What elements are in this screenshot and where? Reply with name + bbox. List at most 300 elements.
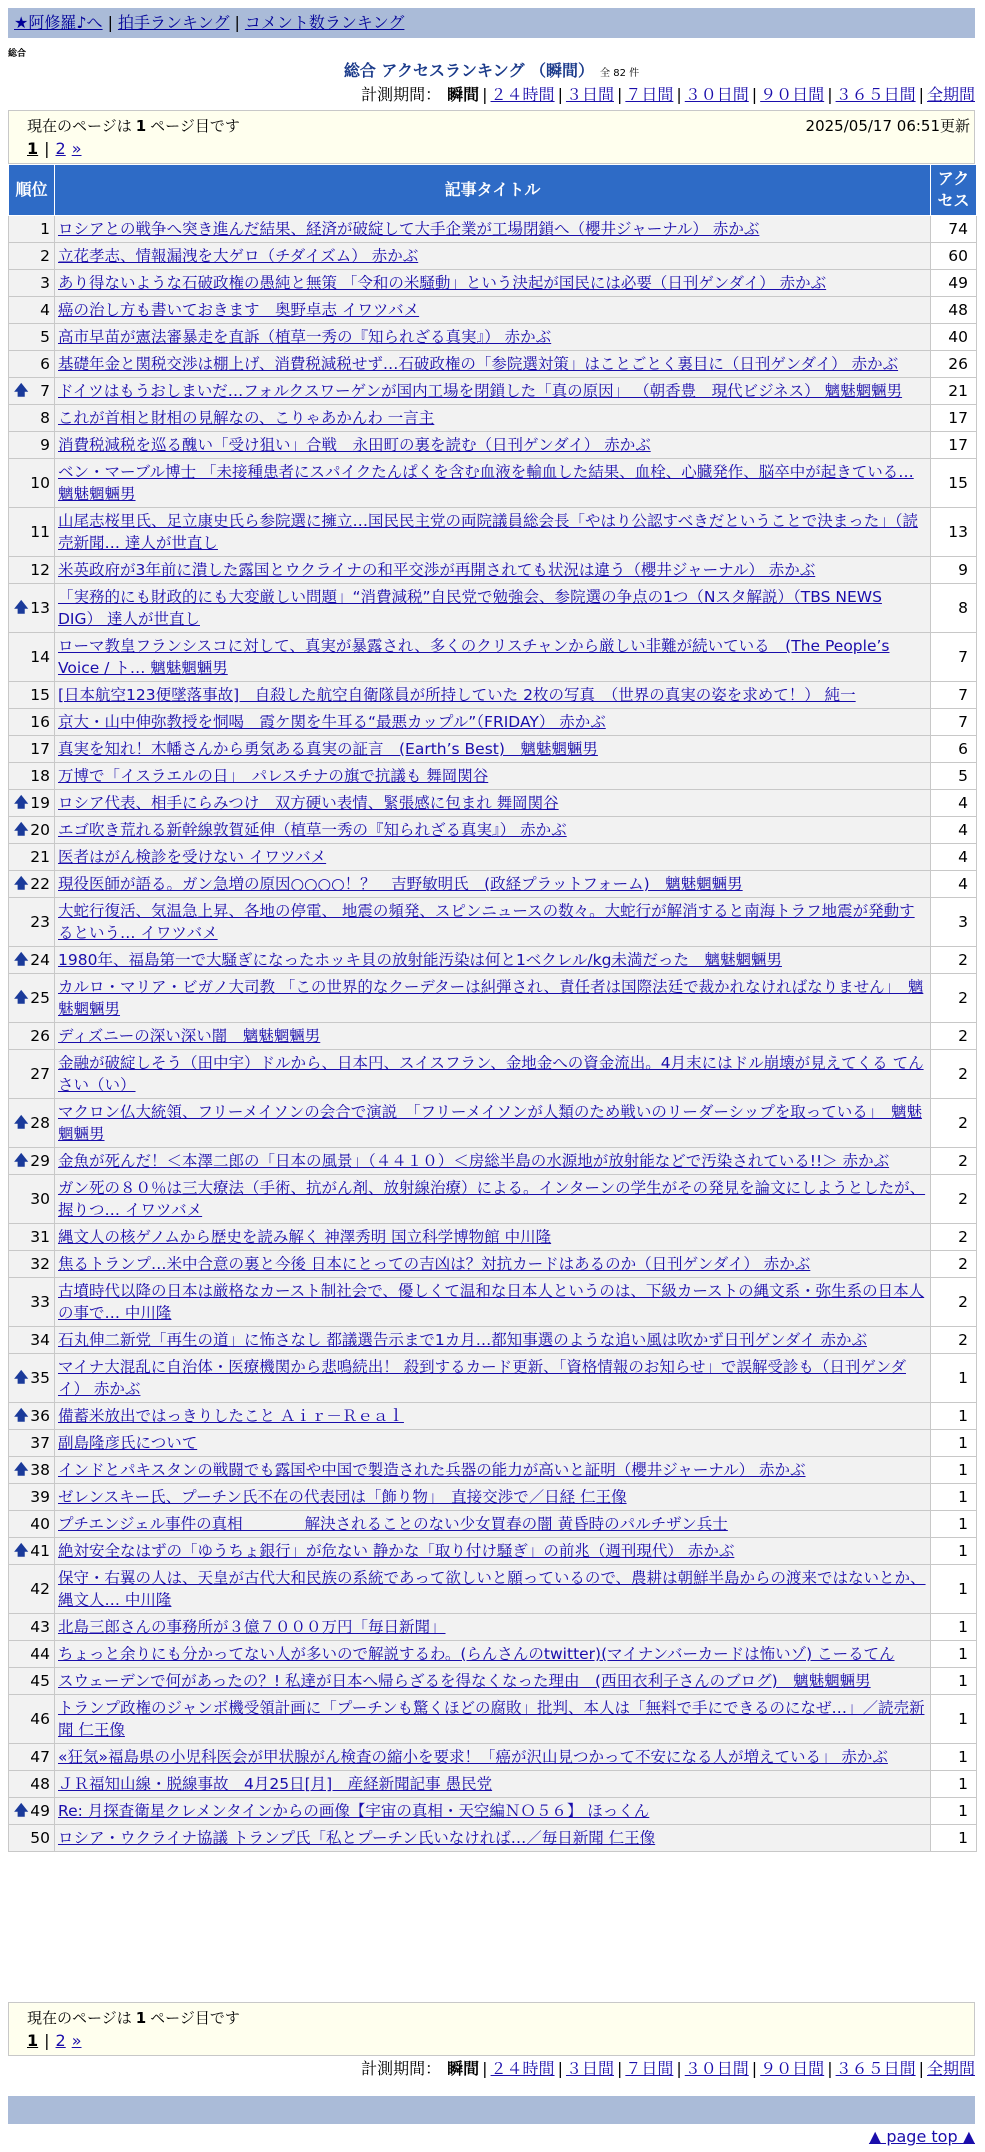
rank-number: 31	[30, 1228, 50, 1246]
rank-cell	[9, 1354, 55, 1403]
access-count: 5	[931, 763, 977, 790]
rank-cell	[9, 633, 55, 682]
access-count: 1	[931, 1538, 977, 1565]
access-count: 4	[931, 790, 977, 817]
rank-cell	[9, 1511, 55, 1538]
period-option-link[interactable]: ３０日間	[684, 85, 749, 104]
rank-number: 43	[30, 1618, 50, 1636]
rank-cell	[9, 1099, 55, 1148]
rank-number: 11	[30, 523, 50, 541]
table-row	[9, 1050, 977, 1099]
rank-cell	[9, 1641, 55, 1668]
table-row	[9, 844, 977, 871]
rank-number: 13	[30, 599, 50, 617]
article-title-link[interactable]: Re: 月探査衛星クレメンタインからの画像【宇宙の真相・天空編ＮＯ５６】 ほっくん	[58, 1802, 650, 1820]
access-count: 13	[931, 508, 977, 557]
rank-up-arrow-icon: 🡅	[14, 795, 29, 811]
period-option-link[interactable]: ９０日間	[760, 2059, 825, 2078]
pager-next-link[interactable]: »	[71, 2031, 82, 2050]
rank-number: 20	[30, 821, 50, 839]
rank-cell	[9, 1050, 55, 1099]
title-cell	[55, 1175, 931, 1224]
table-row	[9, 1538, 977, 1565]
article-title-link[interactable]: 高市早苗が憲法審暴走を直訴（植草一秀の『知られざる真実』） 赤かぶ	[58, 328, 552, 346]
article-title-link[interactable]: 金融が破綻しそう（田中宇）ドルから、日本円、スイスフラン、金地金への資金流出。4月末にはドル崩壊が見えてくる てんさい（い）	[58, 1054, 924, 1094]
rank-cell	[9, 324, 55, 351]
access-count: 2	[931, 1148, 977, 1175]
rank-number: 30	[30, 1190, 50, 1208]
article-title-link[interactable]: 石丸伸二新党「再生の道」に怖さなし 都議選告示まで1カ月…都知事選のような追い風は吹かず日刊ゲンダイ 赤かぶ	[58, 1331, 867, 1349]
ranking-table-body	[9, 216, 977, 1852]
article-title-link[interactable]: 米英政府が3年前に潰した露国とウクライナの和平交渉が再開されても状況は違う（櫻井ジャーナル） 赤かぶ	[58, 561, 816, 579]
title-cell	[55, 871, 931, 898]
period-option-link[interactable]: ２４時間	[490, 2059, 555, 2078]
title-cell	[55, 1354, 931, 1403]
article-title-link[interactable]: ガン死の８０％は三大療法（手術、抗がん剤、放射線治療）による。インターンの学生がその発見を論文にしようとしたが、握りつ… イワツバメ	[58, 1179, 926, 1219]
access-count: 1	[931, 1695, 977, 1744]
access-count: 2	[931, 1023, 977, 1050]
table-row	[9, 1354, 977, 1403]
table-row	[9, 584, 977, 633]
rank-cell	[9, 790, 55, 817]
access-count: 2	[931, 1224, 977, 1251]
article-title-link[interactable]: 消費税減税を巡る醜い「受け狙い」合戦 永田町の裏を読む（日刊ゲンダイ） 赤かぶ	[58, 436, 651, 454]
rank-up-arrow-icon: 🡅	[14, 383, 29, 399]
table-row	[9, 1175, 977, 1224]
rank-up-arrow-icon: 🡅	[14, 876, 29, 892]
article-title-link[interactable]: ちょっと余りにも分かってない人が多いので解説するわ。(らんさんのtwitter)(マイナンバーカードは怖いゾ) こーるてん	[58, 1645, 895, 1663]
title-cell	[55, 947, 931, 974]
title-cell	[55, 682, 931, 709]
table-row	[9, 1771, 977, 1798]
access-count: 4	[931, 844, 977, 871]
article-title-link[interactable]: 古墳時代以降の日本は厳格なカースト制社会で、優しくて温和な日本人というのは、下級カーストの縄文系・弥生系の日本人の事で… 中川隆	[58, 1282, 925, 1322]
title-cell	[55, 1023, 931, 1050]
title-cell	[55, 557, 931, 584]
separator: |	[482, 85, 488, 104]
rank-cell	[9, 270, 55, 297]
period-option-link[interactable]: ７日間	[625, 85, 674, 104]
article-title-link[interactable]: [日本航空123便墜落事故] 自殺した航空自衛隊員が所持していた 2枚の写真 （世界の真実の姿を求めて！） 純一	[58, 686, 856, 704]
access-count: 4	[931, 817, 977, 844]
table-row	[9, 1224, 977, 1251]
table-row	[9, 1278, 977, 1327]
title-cell	[55, 1457, 931, 1484]
article-title-link[interactable]: 備蓄米放出ではっきりしたこと Ａｉｒ－Ｒｅａｌ	[58, 1407, 404, 1425]
rank-cell	[9, 1403, 55, 1430]
rank-number: 2	[40, 247, 50, 265]
table-row	[9, 871, 977, 898]
article-title-link[interactable]: 大蛇行復活、気温急上昇、各地の停電、 地震の頻発、スピンニュースの数々。大蛇行が解消すると南海トラフ地震が発動するという… イワツバメ	[58, 902, 915, 942]
table-row	[9, 432, 977, 459]
access-count: 8	[931, 584, 977, 633]
top-nav-link-applause-ranking[interactable]: 拍手ランキング	[117, 13, 230, 32]
article-title-link[interactable]: これが首相と財相の見解なの、こりゃあかんわ 一言主	[58, 409, 435, 427]
rank-cell	[9, 243, 55, 270]
page-top-link[interactable]: ▲ page top ▲	[868, 2127, 975, 2146]
article-title-link[interactable]: トランプ政権のジャンボ機受領計画に「プーチンも驚くほどの腐敗」批判、本人は「無料で手にできるのになぜ…」／読売新聞 仁王像	[58, 1699, 925, 1739]
article-title-link[interactable]: ＪＲ福知山線・脱線事故 4月25日[月] 産経新聞記事 愚民党	[58, 1775, 493, 1793]
table-row	[9, 974, 977, 1023]
article-title-link[interactable]: 絶対安全なはずの「ゆうちょ銀行」が危ない 静かな「取り付け騒ぎ」の前兆（週刊現代） 赤かぶ	[58, 1542, 735, 1560]
rank-number: 18	[30, 767, 50, 785]
rank-cell	[9, 1744, 55, 1771]
rank-cell	[9, 1614, 55, 1641]
period-option-link[interactable]: 全期間	[926, 2059, 975, 2078]
title-cell	[55, 459, 931, 508]
article-title-link[interactable]: インドとパキスタンの戦闘でも露国や中国で製造された兵器の能力が高いと証明（櫻井ジャーナル） 赤かぶ	[58, 1461, 806, 1479]
rank-cell	[9, 709, 55, 736]
top-nav-link-comment-ranking[interactable]: コメント数ランキング	[244, 13, 405, 32]
title-cell	[55, 351, 931, 378]
access-count: 2	[931, 1175, 977, 1224]
access-count: 7	[931, 682, 977, 709]
article-title-link[interactable]: エゴ吹き荒れる新幹線敦賀延伸（植草一秀の『知られざる真実』） 赤かぶ	[58, 821, 567, 839]
rank-number: 36	[30, 1407, 50, 1425]
rank-up-arrow-icon: 🡅	[14, 1115, 29, 1131]
table-row	[9, 243, 977, 270]
period-option-link[interactable]: ３６５日間	[835, 2059, 916, 2078]
table-row	[9, 459, 977, 508]
article-title-link[interactable]: プチエンジェル事件の真相 解決されることのない少女買春の闇 黄昏時のパルチザン兵士	[58, 1515, 728, 1533]
separator: |	[44, 139, 50, 158]
access-count: 4	[931, 871, 977, 898]
current-page-text: 現在のページは 1 ページ目です	[27, 117, 240, 135]
access-count: 6	[931, 736, 977, 763]
article-title-link[interactable]: ローマ教皇フランシスコに対して、真実が暴露され、多くのクリスチャンから厳しい非難が続いている (The People’s Voice / ト… 魑魅魍魎男	[58, 637, 890, 677]
rank-cell	[9, 1148, 55, 1175]
top-nav-bar	[8, 8, 975, 38]
table-row	[9, 508, 977, 557]
rank-number: 37	[30, 1434, 50, 1452]
title-cell	[55, 1099, 931, 1148]
rank-number: 32	[30, 1255, 50, 1273]
period-option-link[interactable]: ７日間	[625, 2059, 674, 2078]
rank-number: 35	[30, 1369, 50, 1387]
article-title-link[interactable]: ディズニーの深い深い闇 魑魅魍魎男	[58, 1027, 321, 1045]
title-cell	[55, 405, 931, 432]
period-option-link[interactable]: ９０日間	[760, 85, 825, 104]
pager-current-page: 1	[27, 2031, 39, 2050]
title-cell	[55, 270, 931, 297]
table-row	[9, 270, 977, 297]
rank-number: 25	[30, 989, 50, 1007]
rank-cell	[9, 1484, 55, 1511]
table-row	[9, 682, 977, 709]
separator: |	[107, 13, 113, 32]
table-row	[9, 763, 977, 790]
article-title-link[interactable]: 京大・山中伸弥教授を恫喝 霞ケ関を牛耳る“最悪カップル”（FRIDAY） 赤かぶ	[58, 713, 606, 731]
article-title-link[interactable]: 真実を知れ！木幡さんから勇気ある真実の証言 (Earth’s Best) 魑魅魍魎男	[58, 740, 598, 758]
rank-cell	[9, 1798, 55, 1825]
article-title-link[interactable]: 癌の治し方も書いておきます 奥野卓志 イワツバメ	[58, 301, 420, 319]
ranking-table	[8, 164, 977, 1852]
rank-number: 28	[30, 1114, 50, 1132]
rank-cell	[9, 1224, 55, 1251]
rank-cell	[9, 817, 55, 844]
article-title-link[interactable]: スウェーデンで何があったの？! 私達が日本へ帰らざるを得なくなった理由 (西田衣利子さんのブログ) 魑魅魍魎男	[58, 1672, 871, 1690]
title-cell	[55, 508, 931, 557]
title-cell	[55, 1224, 931, 1251]
article-title-link[interactable]: 縄文人の核ゲノムから歴史を読み解く 神澤秀明 国立科学博物館 中川隆	[58, 1228, 552, 1246]
separator: |	[918, 85, 924, 104]
article-title-link[interactable]: 焦るトランプ…米中合意の裏と今後 日本にとっての吉凶は？対抗カードはあるのか（日刊ゲンダイ） 赤かぶ	[58, 1255, 811, 1273]
article-title-link[interactable]: ロシア・ウクライナ協議 トランプ氏「私とプーチン氏いなければ…／毎日新聞 仁王像	[58, 1829, 656, 1847]
access-count: 1	[931, 1798, 977, 1825]
rank-cell	[9, 584, 55, 633]
table-row	[9, 1744, 977, 1771]
table-row	[9, 790, 977, 817]
access-count: 7	[931, 709, 977, 736]
period-option-link[interactable]: ３日間	[565, 85, 614, 104]
title-cell	[55, 1251, 931, 1278]
rank-up-arrow-icon: 🡅	[14, 952, 29, 968]
rank-number: 47	[30, 1748, 50, 1766]
access-count: 1	[931, 1430, 977, 1457]
article-title-link[interactable]: ドイツはもうおしまいだ…フォルクスワーゲンが国内工場を閉鎖した「真の原因」 （朝香豊 現代ビジネス） 魑魅魍魎男	[58, 382, 903, 400]
rank-number: 38	[30, 1461, 50, 1479]
table-row	[9, 378, 977, 405]
title-cell	[55, 1771, 931, 1798]
title-cell	[55, 1511, 931, 1538]
access-count: 17	[931, 405, 977, 432]
period-label: 計測期間：	[361, 85, 442, 104]
table-row	[9, 1825, 977, 1852]
article-title-link[interactable]: 1980年、福島第一で大騒ぎになったホッキ貝の放射能汚染は何と1ベクレル/kg未満だった 魑魅魍魎男	[58, 951, 782, 969]
access-count: 1	[931, 1614, 977, 1641]
article-title-link[interactable]: カルロ・マリア・ビガノ大司教 「この世界的なクーデターは糾弾され、責任者は国際法廷で裁かれなければなりません」 魑魅魍魎男	[58, 978, 924, 1018]
pagination-box-bottom	[8, 2002, 975, 2056]
title-cell	[55, 1278, 931, 1327]
period-option-current: 瞬間	[447, 85, 480, 104]
article-title-link[interactable]: 北島三郎さんの事務所が３億７０００万円「毎日新聞」	[58, 1618, 446, 1636]
access-count: 2	[931, 974, 977, 1023]
total-count: 全 82 件	[600, 68, 640, 79]
title-cell	[55, 1538, 931, 1565]
title-cell	[55, 297, 931, 324]
title-cell	[55, 432, 931, 459]
access-count: 40	[931, 324, 977, 351]
title-cell	[55, 763, 931, 790]
rank-up-arrow-icon: 🡅	[14, 600, 29, 616]
rank-number: 48	[30, 1775, 50, 1793]
rank-cell	[9, 216, 55, 243]
updated-timestamp: 2025/05/17 06:51更新	[805, 117, 970, 135]
rank-cell	[9, 974, 55, 1023]
rank-cell	[9, 736, 55, 763]
separator: |	[827, 2059, 833, 2078]
period-option-link[interactable]: ３０日間	[684, 2059, 749, 2078]
rank-up-arrow-icon: 🡅	[14, 1370, 29, 1386]
title-cell	[55, 1614, 931, 1641]
rank-number: 42	[30, 1580, 50, 1598]
separator: |	[616, 85, 623, 104]
table-row	[9, 1327, 977, 1354]
table-row	[9, 351, 977, 378]
access-count: 1	[931, 1825, 977, 1852]
separator: |	[616, 2059, 623, 2078]
rank-number: 50	[30, 1829, 50, 1847]
period-selector-bottom	[361, 2058, 975, 2080]
access-count: 17	[931, 432, 977, 459]
rank-number: 44	[30, 1645, 50, 1663]
rank-up-arrow-icon: 🡅	[14, 1803, 29, 1819]
article-title-link[interactable]: 医者はがん検診を受けない イワツバメ	[58, 848, 327, 866]
period-option-link[interactable]: 全期間	[926, 85, 975, 104]
title-cell	[55, 1484, 931, 1511]
rank-cell	[9, 459, 55, 508]
article-title-link[interactable]: 金魚が死んだ！＜本澤二郎の「日本の風景」（４４１０）＜房総半島の水源地が放射能などで汚染されている!!＞ 赤かぶ	[58, 1152, 890, 1170]
rank-up-arrow-icon: 🡅	[14, 1408, 29, 1424]
access-count: 7	[931, 633, 977, 682]
rank-number: 29	[30, 1152, 50, 1170]
separator: |	[751, 2059, 758, 2078]
access-count: 1	[931, 1668, 977, 1695]
rank-number: 45	[30, 1672, 50, 1690]
article-title-link[interactable]: 「実務的にも財政的にも大変厳しい問題」“消費減税”自民党で勉強会、参院選の争点の1つ（Nスタ解説）（TBS NEWS DIG） 達人が世直し	[58, 588, 882, 628]
title-cell	[55, 324, 931, 351]
title-cell	[55, 1668, 931, 1695]
period-option-link[interactable]: ２４時間	[490, 85, 555, 104]
rank-number: 4	[40, 301, 50, 319]
article-title-link[interactable]: 立花孝志、情報漏洩を大ゲロ（チダイズム） 赤かぶ	[58, 247, 419, 265]
rank-number: 41	[30, 1542, 50, 1560]
table-row	[9, 1614, 977, 1641]
access-count: 60	[931, 243, 977, 270]
table-row	[9, 1641, 977, 1668]
top-nav-link-home[interactable]: ★阿修羅♪へ	[14, 13, 103, 32]
pagination-box-top	[8, 110, 975, 164]
title-cell	[55, 898, 931, 947]
table-row	[9, 557, 977, 584]
article-title-link[interactable]: ゼレンスキー氏、プーチン氏不在の代表団は「飾り物」 直接交渉で／日経 仁王像	[58, 1488, 627, 1506]
title-cell	[55, 709, 931, 736]
article-title-link[interactable]: マクロン仏大統領、フリーメイソンの会合で演説 「フリーメイソンが人類のため戦いのリーダーシップを取っている」 魑魅魍魎男	[58, 1103, 922, 1143]
period-option-link[interactable]: ３６５日間	[835, 85, 916, 104]
article-title-link[interactable]: あり得ないような石破政権の愚純と無策 「令和の米騒動」という決起が国民には必要（日刊ゲンダイ） 赤かぶ	[58, 274, 827, 292]
title-cell	[55, 1565, 931, 1614]
separator: |	[827, 85, 833, 104]
table-row	[9, 736, 977, 763]
table-header-row	[9, 165, 977, 216]
access-count: 3	[931, 898, 977, 947]
pager-next-link[interactable]: »	[71, 139, 82, 158]
rank-number: 17	[30, 740, 50, 758]
rank-cell	[9, 508, 55, 557]
header-count: アクセス	[931, 165, 977, 216]
period-option-link[interactable]: ３日間	[565, 2059, 614, 2078]
rank-cell	[9, 1825, 55, 1852]
rank-number: 7	[40, 382, 50, 400]
table-row	[9, 1403, 977, 1430]
article-title-link[interactable]: 基礎年金と関税交渉は棚上げ、消費税減税せず…石破政権の「参院選対策」はことごとく裏目に（日刊ゲンダイ） 赤かぶ	[58, 355, 899, 373]
access-count: 1	[931, 1354, 977, 1403]
title-cell	[55, 790, 931, 817]
separator: |	[44, 2031, 50, 2050]
page-title	[8, 60, 975, 85]
article-title-link[interactable]: 保守・右翼の人は、天皇が古代大和民族の系統であって欲しいと願っているので、農耕は朝鮮半島からの渡来ではないとか、縄文人… 中川隆	[58, 1569, 926, 1609]
rank-cell	[9, 1457, 55, 1484]
table-row	[9, 709, 977, 736]
article-title-link[interactable]: ロシア代表、相手にらみつけ 双方硬い表情、緊張感に包まれ 舞岡関谷	[58, 794, 559, 812]
pager	[27, 2031, 88, 2050]
title-cell	[55, 1744, 931, 1771]
access-count: 2	[931, 947, 977, 974]
rank-number: 6	[40, 355, 50, 373]
period-selector-top	[361, 84, 975, 106]
title-cell	[55, 1050, 931, 1099]
separator: |	[918, 2059, 924, 2078]
article-title-link[interactable]: ベン・マーブル博士 「未接種患者にスパイクたんぱくを含む血液を輸血した結果、血栓、心臓発作、脳卒中が起きている… 魑魅魍魎男	[58, 463, 914, 503]
table-row	[9, 898, 977, 947]
separator: |	[751, 85, 758, 104]
table-row	[9, 297, 977, 324]
table-row	[9, 1565, 977, 1614]
pager-page-link[interactable]: 2	[55, 2031, 66, 2050]
title-cell	[55, 584, 931, 633]
rank-cell	[9, 1023, 55, 1050]
article-title-link[interactable]: 副島隆彦氏について	[58, 1434, 198, 1452]
access-count: 9	[931, 557, 977, 584]
rank-cell	[9, 947, 55, 974]
article-title-link[interactable]: マイナ大混乱に自治体・医療機関から悲鳴続出！ 殺到するカード更新、「資格情報のお知らせ」で誤解受診も（日刊ゲンダイ） 赤かぶ	[58, 1358, 906, 1398]
rank-number: 5	[40, 328, 50, 346]
separator: |	[676, 2059, 682, 2078]
article-title-link[interactable]: «狂気»福島県の小児科医会が甲状腺がん検査の縮小を要求！「癌が沢山見つかって不安になる人が増えている」 赤かぶ	[58, 1748, 888, 1766]
category-label: 総合	[8, 49, 27, 59]
table-row	[9, 1430, 977, 1457]
title-cell	[55, 1327, 931, 1354]
rank-number: 19	[30, 794, 50, 812]
rank-cell	[9, 682, 55, 709]
rank-cell	[9, 1668, 55, 1695]
table-row	[9, 1511, 977, 1538]
rank-cell	[9, 351, 55, 378]
article-title-link[interactable]: 万博で「イスラエルの日」 パレスチナの旗で抗議も 舞岡関谷	[58, 767, 489, 785]
access-count: 26	[931, 351, 977, 378]
title-cell	[55, 974, 931, 1023]
rank-up-arrow-icon: 🡅	[14, 1462, 29, 1478]
rank-number: 24	[30, 951, 50, 969]
separator: |	[557, 2059, 563, 2078]
rank-number: 9	[40, 436, 50, 454]
pager	[27, 139, 88, 158]
rank-number: 10	[30, 474, 50, 492]
header-title: 記事タイトル	[55, 165, 931, 216]
rank-number: 1	[40, 220, 50, 238]
article-title-link[interactable]: 現役医師が語る。ガン急増の原因○○○○！？ 吉野敏明氏 (政経プラットフォーム) 魑魅魍魎男	[58, 875, 743, 893]
access-count: 2	[931, 1251, 977, 1278]
pager-page-link[interactable]: 2	[55, 139, 66, 158]
article-title-link[interactable]: ロシアとの戦争へ突き進んだ結果、経済が破綻して大手企業が工場閉鎖へ（櫻井ジャーナル） 赤かぶ	[58, 220, 760, 238]
bottom-bar	[8, 2096, 975, 2124]
access-count: 1	[931, 1565, 977, 1614]
title-cell	[55, 378, 931, 405]
period-option-current: 瞬間	[447, 2059, 480, 2078]
article-title-link[interactable]: 山尾志桜里氏、足立康史氏ら参院選に擁立…国民民主党の両院議員総会長「やはり公認すべきだということで決まった」（読売新聞… 達人が世直し	[58, 512, 918, 552]
rank-cell	[9, 405, 55, 432]
table-row	[9, 1023, 977, 1050]
rank-number: 3	[40, 274, 50, 292]
separator: |	[557, 85, 563, 104]
period-label: 計測期間：	[361, 2059, 442, 2078]
rank-number: 21	[30, 848, 50, 866]
separator: |	[234, 13, 240, 32]
title-cell	[55, 216, 931, 243]
table-row	[9, 1457, 977, 1484]
title-cell	[55, 1148, 931, 1175]
table-row	[9, 216, 977, 243]
